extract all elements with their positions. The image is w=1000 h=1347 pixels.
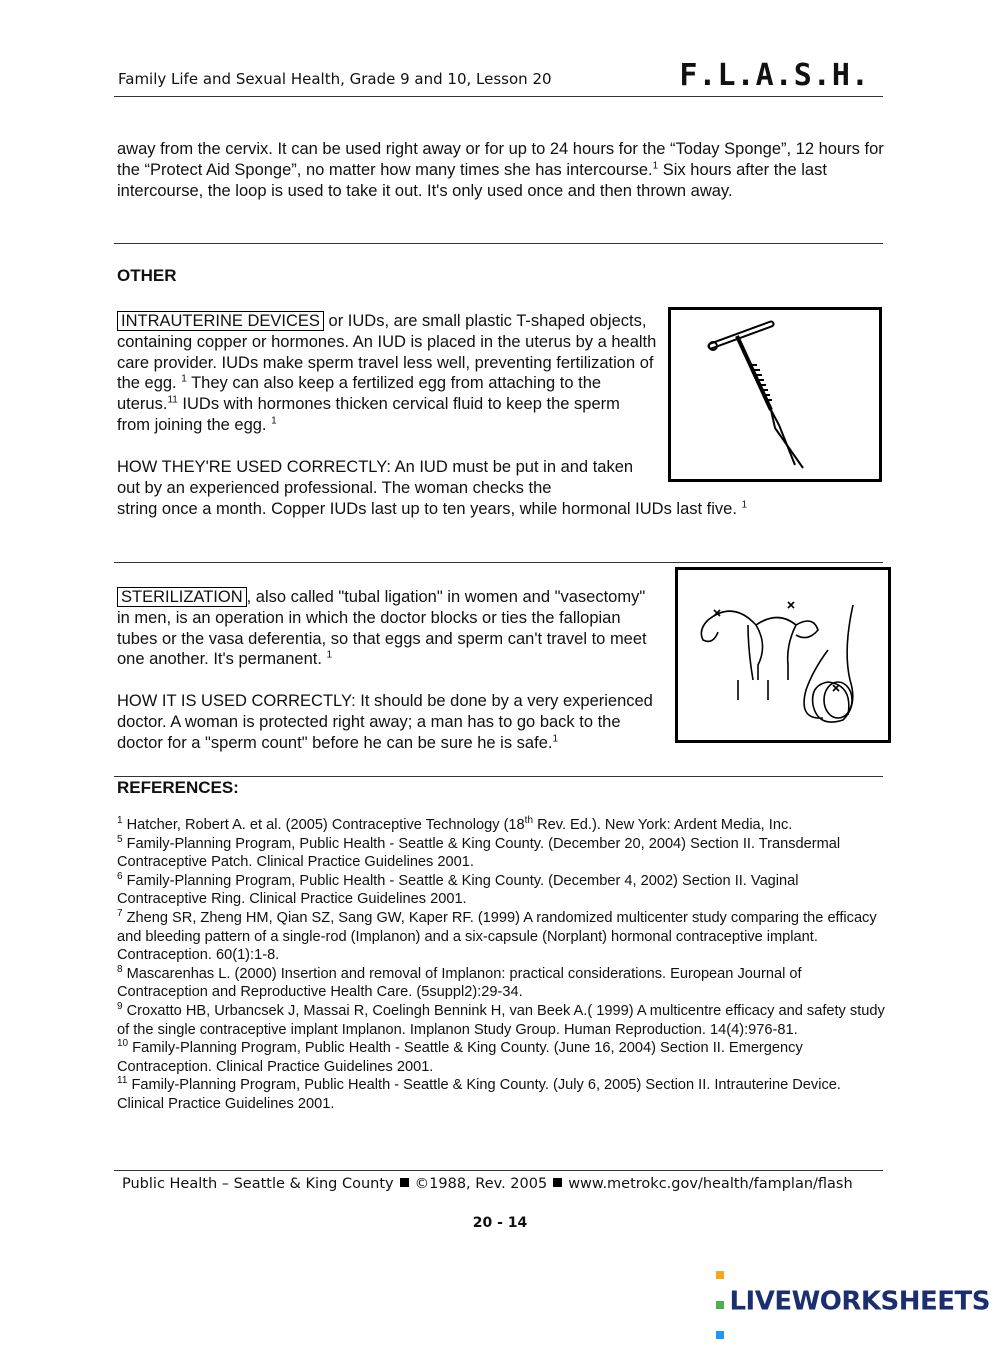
- iud-usage-lines: HOW THEY'RE USED CORRECTLY: An IUD must be put in and taken out by an experienced professional. The woman checks the string once a month. Copper IUDs last up to ten years, while hormonal IUDs last five. $^1$: [117, 457, 807, 519]
- references-list: [117, 816, 892, 1114]
- reference-number: 11: [117, 1075, 128, 1087]
- sterilization-paragraph: STERILIZATION , also called "tubal ligation" in women and "vasectomy" in men, is an operation in which the doctor blocks or ties the fallopian tubes or the vasa deferentia, so that eggs and sperm can't travel to meet one another. It's permanent. $^1$: [117, 588, 647, 669]
- reference-item: [117, 835, 892, 872]
- reference-item: [117, 909, 892, 965]
- sterilization-illustration: [678, 570, 888, 740]
- section-divider-2: [114, 562, 883, 563]
- iud-usage-lines-narrow: HOW THEY'RE USED CORRECTLY: An IUD must be put in and taken out by an experienced professional. The woman checks the: [117, 458, 634, 497]
- liveworksheets-logo: LIVEWORKSHEETS: [715, 1257, 990, 1347]
- sterilization-usage: HOW IT IS USED CORRECTLY: It should be done by a very experienced doctor. A woman is protected right away; a man has to go back to the doctor for a "sperm count" before he can be sure he is safe.$^1$: [117, 692, 653, 752]
- section-divider-3: [114, 776, 883, 777]
- reference-item: [117, 872, 892, 909]
- iud-illustration: [671, 310, 879, 479]
- reference-item: [117, 1076, 892, 1113]
- reference-number: 7: [117, 908, 123, 920]
- footer-line: [122, 1176, 853, 1192]
- square-bullet-icon: [400, 1178, 409, 1187]
- reference-text: Family-Planning Program, Public Health - Seattle & King County. (June 16, 2004) Section II. Emergency Contraception. Clinical Practice Guidelines 2001.: [117, 1040, 803, 1075]
- reference-text: Croxatto HB, Urbancsek J, Massai R, Coelingh Bennink H, van Beek A.( 1999) A multicentre efficacy and safety study of the single contraceptive implant Implanon. Implanon Study Group. Human Reproduction. 14(4):976-81.: [117, 1002, 885, 1038]
- reference-text: Hatcher, Robert A. et al. (2005) Contraceptive Technology (18: [122, 817, 525, 833]
- reference-text-rest: Rev. Ed.). New York: Ardent Media, Inc.: [533, 817, 793, 833]
- reference-sup: th: [524, 815, 534, 827]
- reference-number: 5: [117, 833, 123, 845]
- reference-item: [117, 1039, 892, 1076]
- reference-text: Family-Planning Program, Public Health - Seattle & King County. (December 4, 2002) Section II. Vaginal Contraceptive Ring. Clinical Practice Guidelines 2001.: [117, 872, 799, 908]
- section-divider: [114, 243, 883, 244]
- reference-item: [117, 965, 892, 1002]
- reference-item: [117, 816, 892, 835]
- reference-text: Family-Planning Program, Public Health - Seattle & King County. (December 20, 2004) Section II. Transdermal Contraceptive Patch. Clinical Practice Guidelines 2001.: [117, 835, 841, 871]
- section-heading-other: OTHER: [117, 266, 177, 285]
- header-title: Family Life and Sexual Health, Grade 9 and 10, Lesson 20: [118, 70, 552, 88]
- reference-number: 10: [117, 1038, 129, 1050]
- footer-url[interactable]: www.metrokc.gov/health/famplan/flash: [568, 1176, 853, 1192]
- reference-number: 1: [117, 815, 123, 827]
- reference-number: 6: [117, 870, 123, 882]
- iud-figure: [668, 307, 882, 482]
- reference-text: Zheng SR, Zheng HM, Qian SZ, Sang GW, Kaper RF. (1999) A randomized multicenter study comparing the efficacy and bleeding pattern of a single-rod (Implanon) and a six-capsule (Norplant) hormonal contraceptive implant. Contraception. 60(1):1-8.: [117, 909, 877, 964]
- reference-number: 9: [117, 1001, 123, 1013]
- sterilization-figure: [675, 567, 891, 743]
- footer-org: Public Health – Seattle & King County: [122, 1176, 394, 1192]
- reference-text: Family-Planning Program, Public Health - Seattle & King County. (July 6, 2005) Section II. Intrauterine Device. Clinical Practice Guidelines 2001.: [117, 1077, 841, 1112]
- header-rule: [114, 96, 883, 97]
- intro-paragraph: away from the cervix. It can be used right away or for up to 24 hours for the “Today Sponge”, 12 hours for the “Protect Aid Sponge”, no matter how many times she has intercourse.$^1$ Six hours after the last intercourse, the loop is used to take it out. It's only used once and then thrown away.: [117, 140, 884, 200]
- iud-usage-line-wide: string once a month. Copper IUDs last up to ten years, while hormonal IUDs last five.: [117, 499, 742, 518]
- page-number: 20 - 14: [472, 1215, 528, 1231]
- liveworksheets-blocks-icon: [715, 1257, 725, 1347]
- reference-text: Mascarenhas L. (2000) Insertion and removal of Implanon: practical considerations. European Journal of Contraception and Reproductive Health Care. (5suppl2):29-34.: [117, 965, 802, 1001]
- iud-term-box[interactable]: INTRAUTERINE DEVICES: [117, 311, 324, 331]
- footer-rule: [114, 1170, 883, 1171]
- references-heading: REFERENCES:: [117, 778, 239, 797]
- iud-paragraph: INTRAUTERINE DEVICES or IUDs, are small plastic T-shaped objects, containing copper or hormones. An IUD is placed in the uterus by a health care provider. IUDs make sperm travel less well, preventing fertilization of the egg. $^1$ They can also keep a fertilized egg from attaching to the uterus.$^{11}$ IUDs with hormones thicken cervical fluid to keep the sperm from joining the egg. $^1$: [117, 312, 657, 434]
- sterilization-term-box[interactable]: STERILIZATION: [117, 587, 247, 607]
- square-bullet-icon: [553, 1178, 562, 1187]
- footer-copyright: ©1988, Rev. 2005: [414, 1176, 548, 1192]
- brand-title: F.L.A.S.H.: [679, 58, 870, 93]
- reference-item: [117, 1002, 892, 1039]
- reference-number: 8: [117, 963, 123, 975]
